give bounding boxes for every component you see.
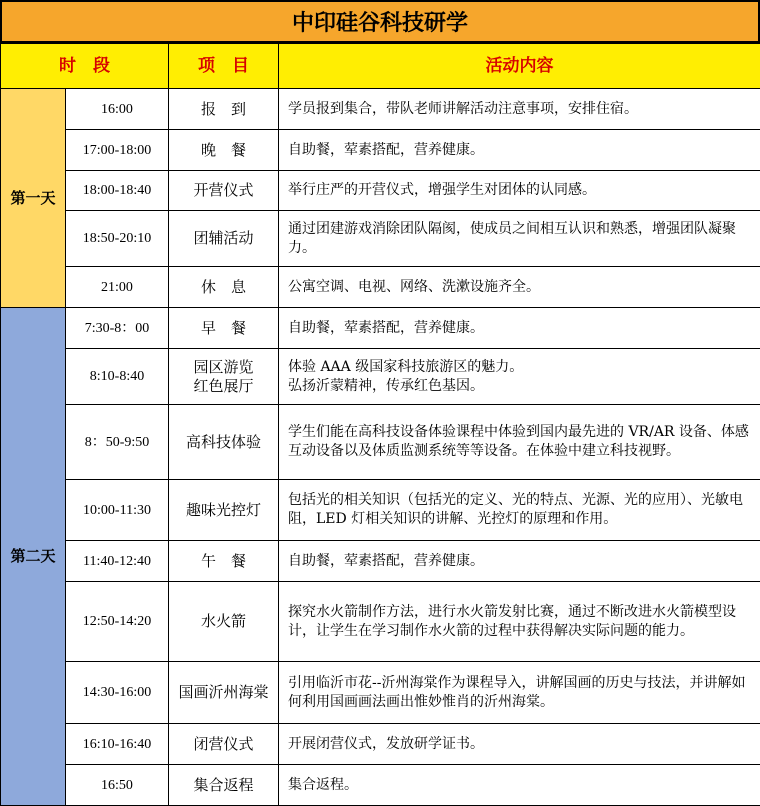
content-cell (279, 349, 760, 405)
schedule-row (1, 267, 760, 308)
time-cell: 16:10-16:40 (66, 724, 169, 765)
schedule-row (1, 211, 760, 267)
content-cell (279, 308, 760, 349)
item-text: 国画沂州海棠 (169, 683, 278, 702)
content-text: 学生们能在高科技设备体验课程中体验到国内最先进的 VR/AR 设备、体感互动设备以及体质监测系统等等设备。在体验中建立科技视野。 (288, 423, 758, 461)
schedule-table (0, 43, 760, 806)
content-cell (279, 267, 760, 308)
item-text: 晚 餐 (169, 141, 278, 160)
schedule-row (1, 480, 760, 541)
content-text: 开展闭营仪式，发放研学证书。 (288, 735, 758, 754)
day-label: 第二天 (1, 308, 66, 806)
item-text: 集合返程 (169, 776, 278, 795)
content-cell (279, 765, 760, 806)
content-cell (279, 89, 760, 130)
time-cell: 16:50 (66, 765, 169, 806)
item-cell (169, 171, 279, 211)
item-cell (169, 267, 279, 308)
content-cell (279, 211, 760, 267)
time-cell: 7:30-8：00 (66, 308, 169, 349)
content-text: 弘扬沂蒙精神，传承红色基因。 (288, 377, 758, 396)
time-cell: 8:10-8:40 (66, 349, 169, 405)
item-cell (169, 662, 279, 724)
content-text: 自助餐，荤素搭配，营养健康。 (288, 141, 758, 160)
time-cell: 14:30-16:00 (66, 662, 169, 724)
schedule-row (1, 308, 760, 349)
content-cell (279, 171, 760, 211)
item-text: 红色展厅 (169, 377, 278, 396)
item-text: 园区游览 (169, 358, 278, 377)
item-cell (169, 349, 279, 405)
content-text: 公寓空调、电视、网络、洗漱设施齐全。 (288, 278, 758, 297)
content-cell (279, 662, 760, 724)
item-text: 闭营仪式 (169, 735, 278, 754)
time-cell: 17:00-18:00 (66, 130, 169, 171)
content-text: 自助餐，荤素搭配，营养健康。 (288, 552, 758, 571)
time-cell: 10:00-11:30 (66, 480, 169, 541)
item-cell (169, 582, 279, 662)
content-text: 探究水火箭制作方法，进行水火箭发射比赛，通过不断改进水火箭模型设计，让学生在学习制作水火箭的过程中获得解决实际问题的能力。 (288, 603, 758, 641)
content-text: 包括光的相关知识（包括光的定义、光的特点、光源、光的应用）、光敏电阻，LED 灯相关知识的讲解、光控灯的原理和作用。 (288, 491, 758, 529)
content-text: 引用临沂市花--沂州海棠作为课程导入，讲解国画的历史与技法，并讲解如何利用国画画法画出惟妙惟肖的沂州海棠。 (288, 674, 758, 712)
schedule-row (1, 130, 760, 171)
item-text: 报 到 (169, 100, 278, 119)
time-cell: 18:00-18:40 (66, 171, 169, 211)
item-cell (169, 130, 279, 171)
time-cell: 18:50-20:10 (66, 211, 169, 267)
schedule-body (1, 89, 760, 806)
schedule-row (1, 724, 760, 765)
content-text: 自助餐，荤素搭配，营养健康。 (288, 319, 758, 338)
header-content: 活动内容 (279, 44, 760, 89)
item-cell (169, 308, 279, 349)
day-label: 第一天 (1, 89, 66, 308)
item-cell (169, 211, 279, 267)
item-text: 早 餐 (169, 319, 278, 338)
content-cell (279, 582, 760, 662)
content-text: 集合返程。 (288, 776, 758, 795)
item-text: 水火箭 (169, 612, 278, 631)
time-cell: 8：50-9:50 (66, 405, 169, 480)
schedule-row (1, 662, 760, 724)
schedule-row (1, 405, 760, 480)
item-cell (169, 765, 279, 806)
item-text: 高科技体验 (169, 433, 278, 452)
content-cell (279, 724, 760, 765)
header-row (1, 44, 760, 89)
schedule-row (1, 541, 760, 582)
time-cell: 11:40-12:40 (66, 541, 169, 582)
content-text: 通过团建游戏消除团队隔阂，使成员之间相互认识和熟悉，增强团队凝聚力。 (288, 220, 758, 258)
schedule-row (1, 89, 760, 130)
page-title: 中印硅谷科技研学 (0, 0, 760, 43)
item-text: 休 息 (169, 278, 278, 297)
item-text: 午 餐 (169, 552, 278, 571)
header-time: 时 段 (1, 44, 169, 89)
item-cell (169, 541, 279, 582)
item-cell (169, 480, 279, 541)
schedule-row (1, 171, 760, 211)
item-text: 团辅活动 (169, 229, 278, 248)
time-cell: 12:50-14:20 (66, 582, 169, 662)
header-item: 项 目 (169, 44, 279, 89)
content-cell (279, 480, 760, 541)
time-cell: 16:00 (66, 89, 169, 130)
content-text: 体验 AAA 级国家科技旅游区的魅力。 (288, 358, 758, 377)
content-cell (279, 130, 760, 171)
time-cell: 21:00 (66, 267, 169, 308)
content-cell (279, 541, 760, 582)
schedule-row (1, 765, 760, 806)
schedule-row (1, 349, 760, 405)
item-cell (169, 89, 279, 130)
content-text: 举行庄严的开营仪式，增强学生对团体的认同感。 (288, 181, 758, 200)
schedule-row (1, 582, 760, 662)
item-text: 趣味光控灯 (169, 501, 278, 520)
item-text: 开营仪式 (169, 181, 278, 200)
item-cell (169, 405, 279, 480)
content-text: 学员报到集合，带队老师讲解活动注意事项，安排住宿。 (288, 100, 758, 119)
content-cell (279, 405, 760, 480)
item-cell (169, 724, 279, 765)
